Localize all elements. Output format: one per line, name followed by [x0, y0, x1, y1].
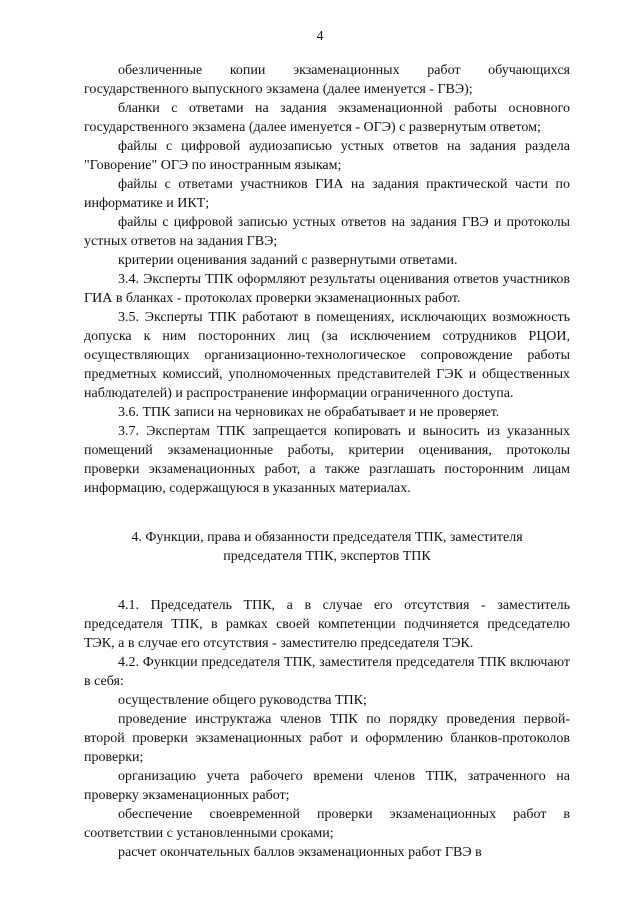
list-item: осуществление общего руководства ТПК;	[118, 693, 367, 708]
document-body	[84, 61, 570, 862]
section-heading	[84, 528, 570, 566]
paragraph-3-6: 3.6. ТПК записи на черновиках не обрабатывает и не проверяет.	[118, 405, 500, 420]
section-heading-line-1: 4. Функции, права и обязанности председателя ТПК, заместителя	[131, 530, 523, 545]
paragraph-3-4: 3.4. Эксперты ТПК оформляют результаты оценивания ответов участников ГИА в бланках - протоколах проверки экзаменационных работ.	[84, 272, 570, 306]
list-item: расчет окончательных баллов экзаменационных работ ГВЭ в	[118, 845, 482, 860]
list-item: критерии оценивания заданий с развернутыми ответами.	[118, 253, 458, 268]
list-item: бланки с ответами на задания экзаменационной работы основного государственного экзамена (далее именуется - ОГЭ) с развернутым ответом;	[84, 101, 570, 135]
paragraph-3-5: 3.5. Эксперты ТПК работают в помещениях, исключающих возможность допуска к ним посторонних лиц (за исключением сотрудников РЦОИ, осуществляющих организационно-технологическое сопровождение работы предметных комиссий, уполномоченных представителей ГЭК и общественных наблюдателей) и распространение информации ограниченного доступа.	[84, 310, 570, 401]
paragraph-4-2: 4.2. Функции председателя ТПК, заместителя председателя ТПК включают в себя:	[84, 655, 570, 689]
list-item: файлы с цифровой аудиозаписью устных ответов на задания раздела "Говорение" ОГЭ по иностранным языкам;	[84, 139, 570, 173]
list-item: файлы с ответами участников ГИА на задания практической части по информатике и ИКТ;	[84, 177, 570, 211]
paragraph-3-7: 3.7. Экспертам ТПК запрещается копировать и выносить из указанных помещений экзаменационные работы, критерии оценивания, протоколы проверки экзаменационных работ, а также разглашать посторонним лицам информацию, содержащуюся в указанных материалах.	[84, 424, 570, 496]
list-item: организацию учета рабочего времени членов ТПК, затраченного на проверку экзаменационных работ;	[84, 769, 570, 803]
list-item: файлы с цифровой записью устных ответов на задания ГВЭ и протоколы устных ответов на задания ГВЭ;	[84, 215, 570, 249]
list-item: обеспечение своевременной проверки экзаменационных работ в соответствии с установленными сроками;	[84, 807, 570, 841]
list-item: проведение инструктажа членов ТПК по порядку проведения первой-второй проверки экзаменационных работ и оформлению бланков-протоколов проверки;	[84, 712, 570, 765]
page-number: 4	[316, 29, 324, 44]
list-item: обезличенные копии экзаменационных работ обучающихся государственного выпускного экзамена (далее именуется - ГВЭ);	[84, 63, 570, 97]
section-heading-line-2: председателя ТПК, экспертов ТПК	[223, 549, 431, 564]
paragraph-4-1: 4.1. Председатель ТПК, а в случае его отсутствия - заместитель председателя ТПК, в рамках своей компетенции подчиняется председателю ТЭК, а в случае его отсутствия - заместителю председателя ТЭК.	[84, 598, 570, 651]
